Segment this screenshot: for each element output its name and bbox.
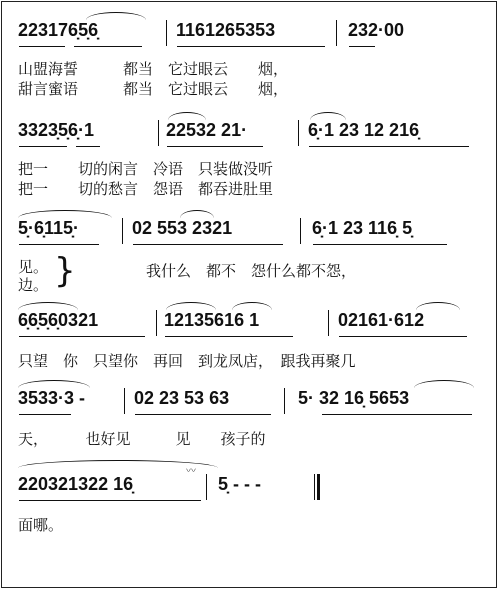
note-group: 6̣6̣5̣6̣0321	[18, 310, 99, 330]
note-group: 3533·3 -	[18, 388, 86, 408]
notes-row	[0, 18, 500, 48]
verse-brace: }	[54, 251, 76, 291]
lyric-line: 见。	[18, 258, 49, 276]
note-group: 02 23 53 63	[134, 388, 230, 408]
underline-beam	[76, 146, 100, 147]
note-group: 220321322 16̣	[18, 474, 134, 494]
bar-line	[300, 218, 301, 244]
lyric-line: 把一 切的闲言 冷语 只装做没听	[18, 160, 274, 178]
notes-row	[0, 118, 500, 148]
bar-line	[328, 310, 329, 336]
note-group: 02 553 2321	[132, 218, 233, 238]
bar-line	[158, 120, 159, 146]
lyric-line: 甜言蜜语 都当 它过眼云 烟，	[18, 80, 289, 98]
ornament-mark: 〰	[186, 466, 196, 477]
score-system-1	[0, 18, 500, 106]
note-group: 232·00	[348, 20, 405, 40]
note-group: 6̣·1 23 12 216̣	[308, 120, 420, 140]
bar-line	[122, 218, 123, 244]
underline-beam	[19, 46, 65, 47]
bar-line	[284, 388, 285, 414]
bar-line	[166, 20, 167, 46]
underline-beam	[322, 414, 472, 415]
notes-row	[0, 308, 500, 338]
final-bar-line	[314, 474, 320, 500]
notes-row	[0, 466, 500, 502]
notes-row	[0, 216, 500, 246]
bar-line	[124, 388, 125, 414]
lyric-line: 山盟海誓 都当 它过眼云 烟，	[18, 60, 289, 78]
underline-beam	[19, 244, 99, 245]
underline-beam	[135, 414, 271, 415]
lyric-line: 面哪。	[18, 516, 64, 534]
lyric-line: 我什么 都不 怨什么都不怨，	[146, 262, 357, 280]
underline-beam	[133, 244, 283, 245]
underline-beam	[177, 46, 325, 47]
underline-beam	[165, 336, 293, 337]
lyric-line: 只望 你 只望你 再回 到龙凤店， 跟我再聚几	[18, 352, 356, 370]
score-system-2	[0, 118, 500, 206]
lyric-line: 边。	[18, 276, 49, 294]
notes-row	[0, 386, 500, 416]
underline-beam	[167, 146, 263, 147]
bar-line	[336, 20, 337, 46]
note-group: 12135616 1	[164, 310, 260, 330]
note-group: 5̣ - - -	[218, 474, 261, 494]
bar-line	[298, 120, 299, 146]
note-group: 6̣·1 23 116̣ 5̣	[312, 218, 413, 238]
score-system-6	[0, 466, 500, 560]
lyric-line: 天， 也好见 见 孩子的	[18, 430, 266, 448]
score-system-3	[0, 216, 500, 304]
underline-beam	[19, 414, 71, 415]
underline-beam	[19, 500, 201, 501]
underline-beam	[313, 244, 447, 245]
bar-line	[156, 310, 157, 336]
note-group: 3323̣5̣6̣·1	[18, 120, 95, 140]
lyric-line: 把一 切的愁言 怨语 都吞进肚里	[18, 180, 274, 198]
underline-beam	[339, 336, 467, 337]
bar-line	[206, 474, 207, 500]
underline-beam	[349, 46, 375, 47]
note-group: 223176̣5̣6̣	[18, 20, 99, 40]
note-group: 22532 21·	[166, 120, 248, 140]
underline-beam	[309, 146, 469, 147]
underline-beam	[74, 46, 142, 47]
note-group: 5· 32 16̣ 5653	[298, 388, 410, 408]
note-group: 5̣·6̣115̣·	[18, 218, 80, 238]
underline-beam	[19, 336, 145, 337]
note-group: 02161·612	[338, 310, 425, 330]
underline-beam	[19, 146, 67, 147]
note-group: 1161265353	[176, 20, 276, 40]
